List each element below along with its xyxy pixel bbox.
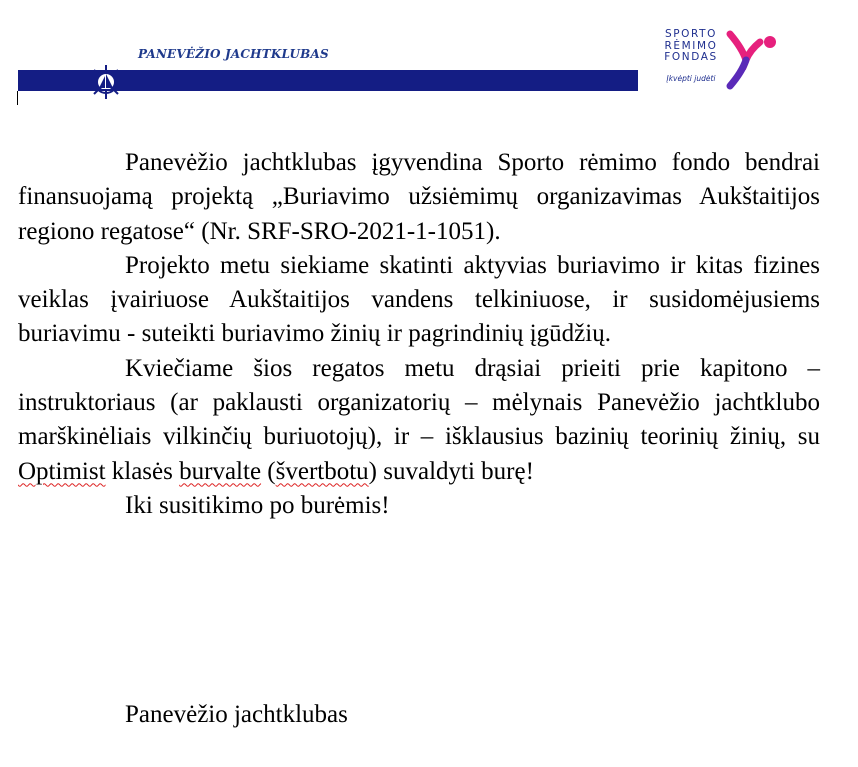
club-name: PANEVĖŽIO JACHTKLUBAS (138, 47, 329, 61)
spellcheck-word-burvalte: burvalte (179, 457, 262, 485)
sponsor-logo-line2: RĖMIMO (664, 39, 718, 52)
sponsor-logo-line3: FONDAS (664, 51, 718, 63)
invitation-text-paren: ( (261, 457, 276, 485)
paragraph-project-goals-text: Projekto metu siekiame skatinti aktyvias buriavimo ir kitas fizines veiklas įvairiuose Aukštaitijos vandens telkiniuose, ir susidomėjusiems buriavimu - suteikti buriavimo žinių ir pagrindinių įgūdžių. (18, 251, 820, 348)
header-divider (17, 91, 18, 105)
invitation-text-start: Kviečiame šios regatos metu drąsiai prieiti prie kapitono – instruktoriaus (ar paklausti organizatorių – mėlynais Panevėžio jachtklubo marškinėliais vilkinčių buriuotojų), ir – išklausius bazinių teorinių žinių, su (18, 354, 820, 451)
spellcheck-word-svertbotu: švertbotu (275, 457, 369, 485)
signature: Panevėžio jachtklubas (125, 701, 348, 728)
paragraph-project-goals (18, 249, 820, 352)
invitation-text-middle: klasės (105, 457, 180, 485)
closing-line: Iki susitikimo po burėmis! (125, 491, 390, 519)
sponsor-logo-tagline: Įkvėpti judėti (666, 74, 716, 83)
sponsor-mark-icon (650, 28, 780, 92)
spellcheck-word-optimist: Optimist (18, 457, 106, 485)
paragraph-invitation (18, 352, 820, 489)
sponsor-logo-line1: SPORTO (664, 28, 718, 40)
paragraph-intro-text: Panevėžio jachtklubas įgyvendina Sporto rėmimo fondo bendrai finansuojamą projektą „Buriavimo užsiėmimų organizavimas Aukštaitijos regiono regatose“ (Nr. SRF-SRO-2021-1-1051). (18, 149, 820, 245)
ship-wheel-icon (86, 62, 126, 102)
invitation-text-end: ) suvaldyti burę! (368, 457, 534, 485)
paragraph-intro (18, 146, 820, 249)
document-body (18, 146, 820, 523)
